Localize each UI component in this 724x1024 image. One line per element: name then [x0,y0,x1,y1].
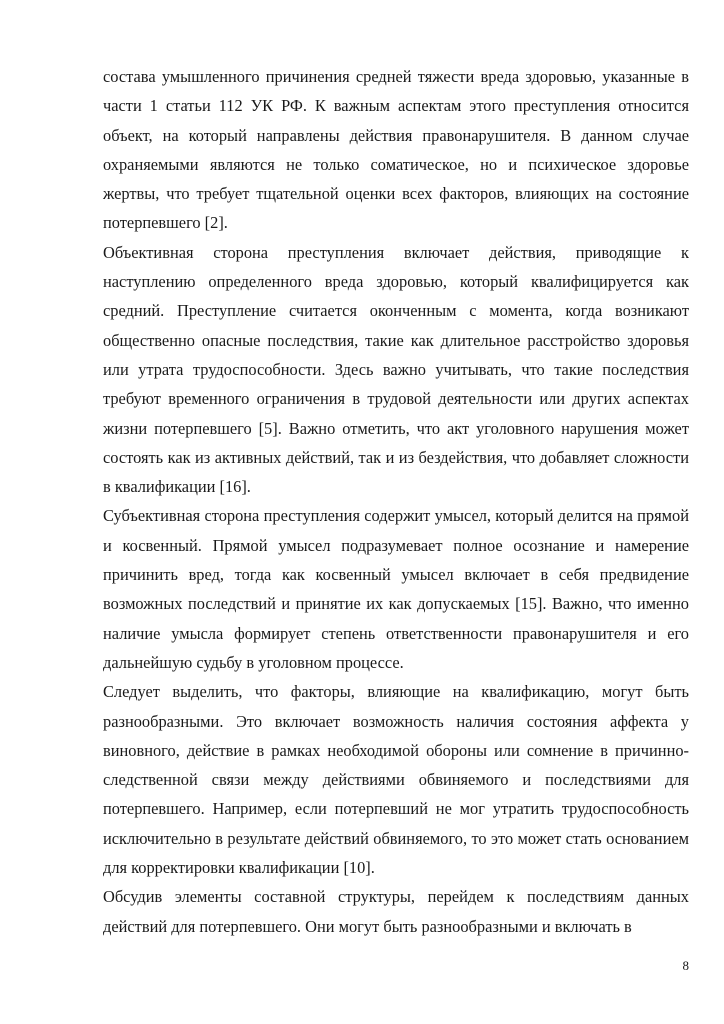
body-text [103,62,689,941]
paragraph-1: состава умышленного причинения средней тяжести вреда здоровью, указанные в части 1 статьи 112 УК РФ. К важным аспектам этого преступления относится объект, на который направлены действия правонарушителя. В данном случае охраняемыми являются не только соматическое, но и психическое здоровье жертвы, что требует тщательной оценки всех факторов, влияющих на состояние потерпевшего [2]. [103,67,689,233]
paragraph-4: Следует выделить, что факторы, влияющие на квалификацию, могут быть разнообразными. Это включает возможность наличия состояния аффекта у виновного, действие в рамках необходимой обороны или сомнение в причинно-следственной связи между действиями обвиняемого и последствиями для потерпевшего. Например, если потерпевший не мог утратить трудоспособность исключительно в результате действий обвиняемого, то это может стать основанием для корректировки квалификации [10]. [103,682,689,878]
paragraph-2: Объективная сторона преступления включает действия, приводящие к наступлению определенного вреда здоровью, который квалифицируется как средний. Преступление считается оконченным с момента, когда возникают общественно опасные последствия, такие как длительное расстройство здоровья или утрата трудоспособности. Здесь важно учитывать, что такие последствия требуют временного ограничения в трудовой деятельности или других аспектах жизни потерпевшего [5]. Важно отметить, что акт уголовного нарушения может состоять как из активных действий, так и из бездействия, что добавляет сложности в квалификации [16]. [103,242,689,497]
paragraph-3: Субъективная сторона преступления содержит умысел, который делится на прямой и косвенный. Прямой умысел подразумевает полное осознание и намерение причинить вред, тогда как косвенный умысел включает в себя предвидение возможных последствий и принятие их как допускаемых [15]. Важно, что именно наличие умысла формирует степень ответственности правонарушителя и его дальнейшую судьбу в уголовном процессе. [103,506,689,672]
page-number: 8 [682,958,689,973]
paragraph-5: Обсудив элементы составной структуры, перейдем к последствиям данных действий для потерпевшего. Они могут быть разнообразными и включать в [103,887,689,936]
